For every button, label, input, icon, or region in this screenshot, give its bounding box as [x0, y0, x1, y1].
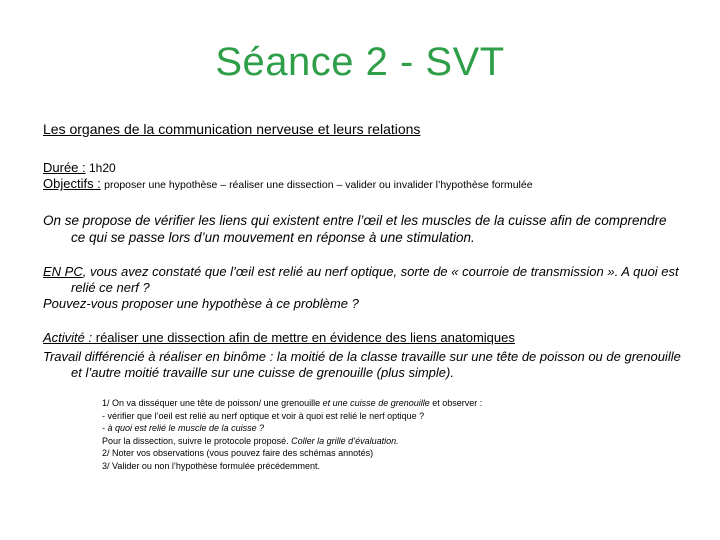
step-2: - vérifier que l’oeil est relié au nerf optique et voir à quoi est relié le nerf optique ? — [102, 410, 425, 421]
step-1-italic: et une cuisse de grenouille — [322, 398, 430, 408]
step-3: - à quoi est relié le muscle de la cuisse ? — [102, 423, 265, 433]
meta-info — [43, 160, 683, 193]
activite-paragraph — [43, 330, 683, 381]
question-prefix: EN PC — [43, 264, 83, 279]
question-line2: Pouvez-vous proposer une hypothèse à ce problème ? — [43, 296, 359, 311]
objectifs-label: Objectifs : — [43, 176, 101, 191]
question-paragraph — [43, 264, 683, 312]
step-4-italic: Coller la grille d’évaluation. — [291, 435, 399, 446]
step-1-text: 1/ On va disséquer une tête de poisson/ une grenouille — [102, 398, 323, 408]
objectifs-line — [43, 176, 683, 193]
activite-line — [43, 330, 683, 346]
activite-detail: Travail différencié à réaliser en binôme : la moitié de la classe travaille sur une tête de poisson ou de grenouille et l’autre moitié travaille sur une cuisse de grenouille (plus simple). — [43, 349, 681, 380]
activite-text: réaliser une dissection afin de mettre en évidence des liens anatomiques — [92, 330, 515, 345]
intro-paragraph — [43, 212, 683, 246]
step-4-text: Pour la dissection, suivre le protocole proposé. — [102, 435, 292, 446]
step-6: 3/ Valider ou non l’hypothèse formulée précédemment. — [102, 460, 320, 471]
section-heading: Les organes de la communication nerveuse et leurs relations — [43, 121, 421, 137]
step-5: 2/ Noter vos observations (vous pouvez faire des schémas annotés) — [102, 448, 374, 458]
question-text: , vous avez constaté que l’œil est relié au nerf optique, sorte de « courroie de transmission ». A quoi est relié ce nerf ? — [71, 264, 679, 295]
duree-value: 1h20 — [88, 161, 116, 175]
step-1-end: et observer : — [429, 398, 483, 408]
duree-label: Durée : — [43, 160, 86, 175]
objectifs-value: proposer une hypothèse – réaliser une dissection – valider ou invalider l’hypothèse formulée — [104, 179, 533, 191]
step-1 — [102, 397, 692, 410]
steps-list — [102, 397, 692, 472]
step-4 — [102, 435, 692, 448]
activite-label: Activité : — [43, 330, 93, 345]
question-line1 — [43, 264, 683, 296]
intro-text: On se propose de vérifier les liens qui existent entre l’œil et les muscles de la cuisse afin de comprendre ce qui se passe lors d’un mouvement en réponse à une stimulation. — [43, 213, 667, 245]
duree-line — [43, 160, 683, 176]
page-title: Séance 2 - SVT — [215, 40, 505, 84]
